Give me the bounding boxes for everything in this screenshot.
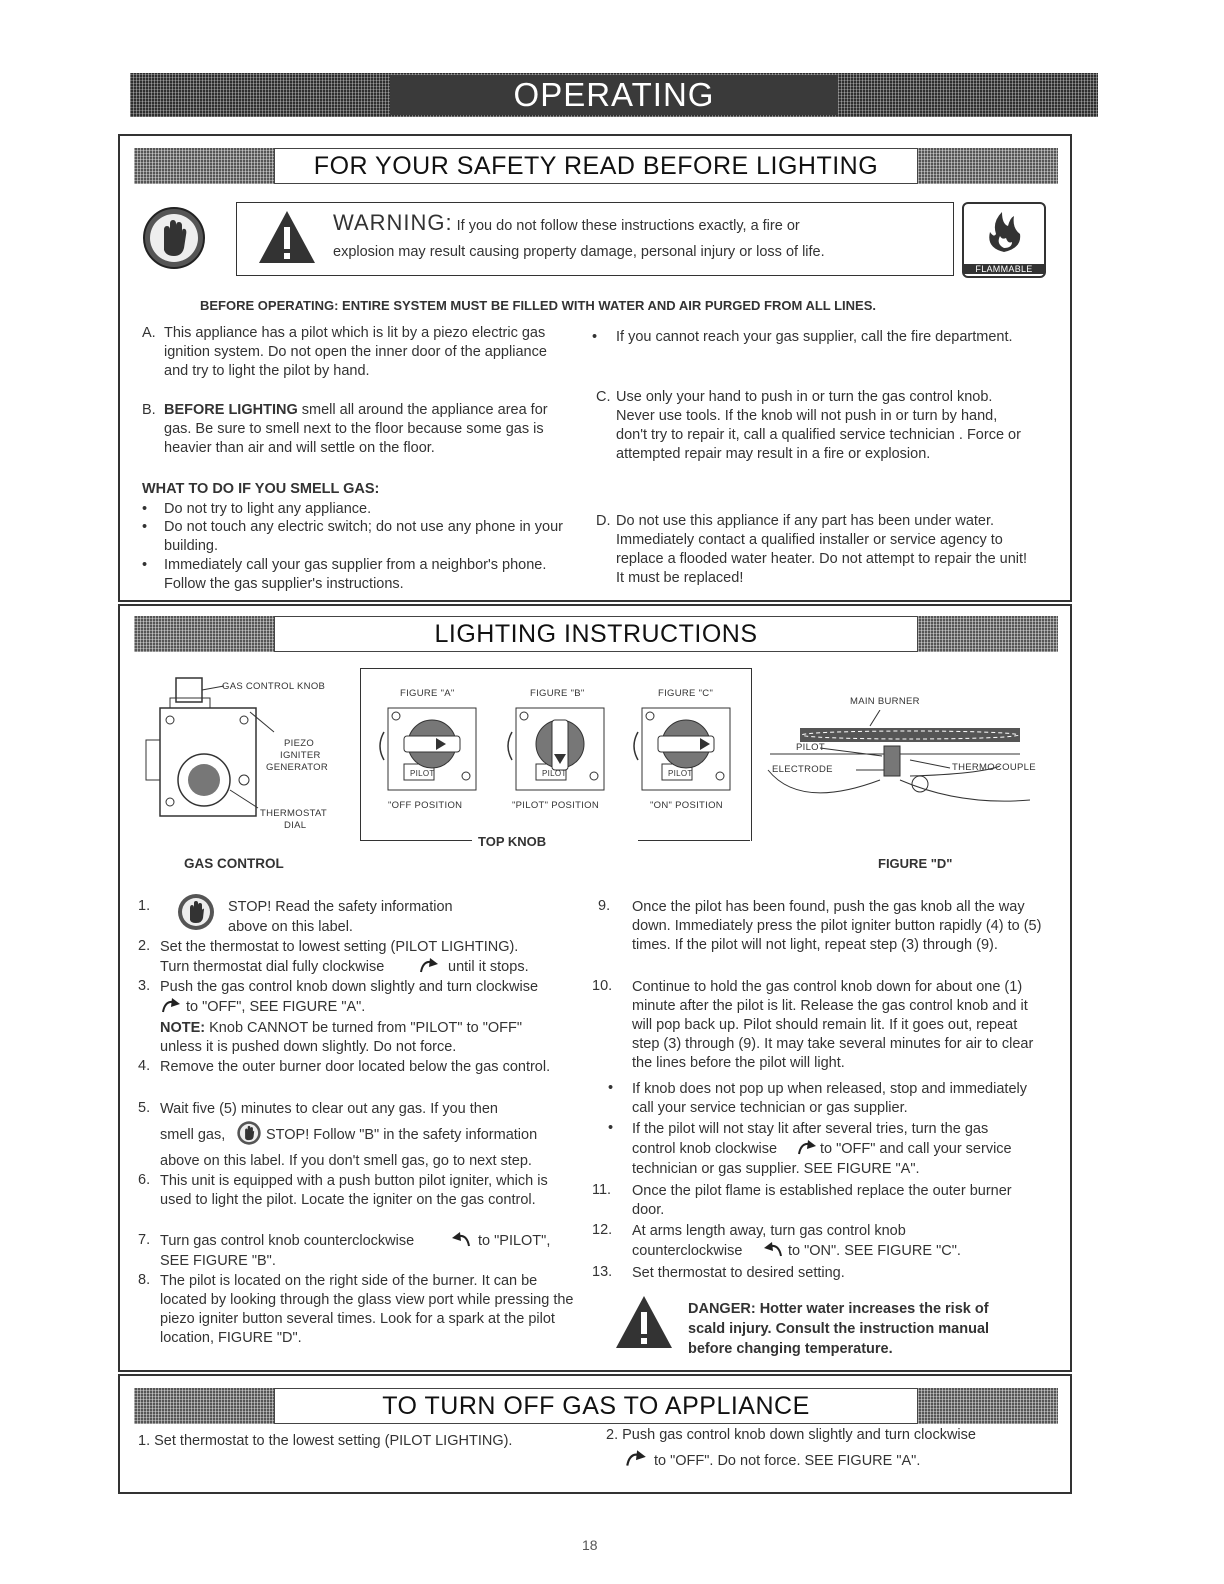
flammable-symbol: FLAMMABLE: [962, 202, 1046, 278]
warning-text: WARNING: If you do not follow these instructions exactly, a fire or: [333, 210, 800, 235]
stop-hand-icon: [236, 1120, 262, 1146]
counterclockwise-arrow-icon: [762, 1242, 784, 1258]
safety-section: FOR YOUR SAFETY READ BEFORE LIGHTING WARNING: If you do not follow these instructions exactly, a fire or explosion may result causing property damage, personal injury or loss of life. FLAMMABLE BEFORE OPERATING: ENTIRE SYSTEM MUST BE FILLED WITH WATER AND AIR PURGED FROM ALL LINES. A. This appliance has a pilot which is lit by a piezo electric gas ignition system. Do not open the inner door of the appliance and try to light the pilot by hand. B. BEFORE LIGHTING smell all around the appliance area for gas. Be sure to smell next to the floor because some gas is heavier than air and will settle on the floor. WHAT TO DO IF YOU SMELL GAS: • Do not try to light any appliance. • Do not touch any electric switch; do not use any phone in your building. • Immediately call your gas supplier from a neighbor's phone. Follow the gas supplier's instructions. • If you cannot reach your gas supplier, call the fire department. C. Use only your hand to push in or turn the gas control knob. Never use tools. If the knob will not push in or turn by hand, don't try to repair it, call a qualified service technician . Force or attempted repair may result in a fire or explosion. D. Do not use this appliance if any part has been under water. Immediately contact a qualified installer or service agency to replace a flooded water heater. Do not attempt to repair the unit! It must be replaced!: [118, 134, 1072, 602]
smell-item: Immediately call your gas supplier from a neighbor's phone. Follow the gas supplier's instructions.: [164, 557, 547, 592]
figure-d-caption: FIGURE "D": [878, 856, 953, 871]
item-b: BEFORE LIGHTING smell all around the appliance area for gas. Be sure to smell next to the floor because some gas is heavier than air and will settle on the floor.: [164, 402, 548, 456]
main-banner: [130, 73, 1098, 153]
top-knob-label: TOP KNOB: [478, 834, 547, 849]
clockwise-arrow-icon: [418, 958, 440, 974]
turnoff-step-1: 1. Set thermostat to the lowest setting (PILOT LIGHTING).: [138, 1433, 513, 1449]
page-title: OPERATING INSTRUCTIONS: [390, 75, 838, 115]
clockwise-arrow-icon: [160, 998, 182, 1014]
danger-triangle-icon: [614, 1294, 674, 1350]
safety-heading-bar: [134, 148, 1058, 184]
warning-triangle-icon: [257, 209, 317, 265]
turnoff-heading: TO TURN OFF GAS TO APPLIANCE: [274, 1388, 918, 1424]
turn-off-section: TO TURN OFF GAS TO APPLIANCE 1. Set thermostat to the lowest setting (PILOT LIGHTING). 2. Push gas control knob down slightly and turn clockwise to "OFF". Do not force. SEE FIGURE "A".: [118, 1374, 1072, 1494]
clockwise-arrow-icon: [796, 1140, 818, 1156]
gas-control-caption: GAS CONTROL: [184, 856, 284, 871]
item-a: This appliance has a pilot which is lit by a piezo electric gas ignition system. Do not open the inner door of the appliance and try to light the pilot by hand.: [164, 325, 547, 379]
flame-icon: [978, 208, 1030, 254]
warning-text-line2: explosion may result causing property damage, personal injury or loss of life.: [333, 244, 825, 260]
note: NOTE: Knob CANNOT be turned from "PILOT" to "OFF": [160, 1020, 522, 1036]
turnoff-step-2: 2. Push gas control knob down slightly and turn clockwise: [606, 1427, 976, 1443]
fire-dept: If you cannot reach your gas supplier, call the fire department.: [616, 329, 1013, 345]
before-operating: BEFORE OPERATING: ENTIRE SYSTEM MUST BE FILLED WITH WATER AND AIR PURGED FROM ALL LINES.: [200, 298, 876, 313]
stop-hand-icon: [142, 206, 206, 270]
knob-figure-c: [628, 702, 738, 792]
warning-box: [236, 202, 954, 276]
item-c: Use only your hand to push in or turn the gas control knob. Never use tools. If the knob will not push in or turn by hand, don't try to repair it, call a qualified service technician . Force or attempted repair may result in a fire or explosion.: [616, 389, 1021, 462]
main-burner-label: MAIN BURNER: [850, 696, 920, 707]
stop-hand-icon: [176, 892, 216, 932]
counterclockwise-arrow-icon: [450, 1232, 472, 1248]
item-d: Do not use this appliance if any part has been under water. Immediately contact a qualified installer or service agency to replace a flooded water heater. Do not attempt to repair the unit! It must be replaced!: [616, 513, 1028, 586]
page-number: 18: [582, 1537, 598, 1553]
clockwise-arrow-icon: [624, 1450, 648, 1468]
safety-heading: FOR YOUR SAFETY READ BEFORE LIGHTING: [274, 148, 918, 184]
smell-item: Do not touch any electric switch; do not use any phone in your building.: [164, 519, 563, 554]
lighting-section: LIGHTING INSTRUCTIONS GAS CONTROL KNOB PIEZO IGNITER GENERATOR THERMOSTAT DIAL GAS CONTROL TOP KNOB FIGURE "A" FIGURE "B" FIGURE "C" PILOT PILOT PILOT "OFF POSITION "PILOT" POSITION "ON" POSITION MAIN BURNER PILOT ELECTRODE THERMOCOUPLE FIGURE "D" 1. STOP! Read the safety information above on this label. 2. Set the thermostat to lowest setting (PILOT LIGHTING). Turn thermostat dial fully clockwise until it stops. 3. Push the gas control knob down slightly and turn clockwise to "OFF", SEE FIGURE "A". NOTE: Knob CANNOT be turned from "PILOT" to "OFF" unless it is pushed down slightly. Do not force. 4. Remove the outer burner door located below the gas control. 5. Wait five (5) minutes to clear out any gas. If you then smell gas, STOP! Follow "B" in the safety information above on this label. If you don't smell gas, go to next step. 6. This unit is equipped with a push button pilot igniter, which is used to light the pilot. Locate the igniter on the gas control. 7. Turn gas control knob counterclockwise to "PILOT", SEE FIGURE "B". 8. The pilot is located on the right side of the burner. It can be located by looking through the glass view port while pressing the piezo igniter button several times. Look for a spark at the pilot location, FIGURE "D". 9. Once the pilot has been found, push the gas knob all the way down. Immediately press the pilot igniter button rapidly (4) to (5) times. If the pilot will not light, repeat step (3) through (9). 10. Continue to hold the gas control knob down for about one (1) minute after the pilot is lit. Release the gas control knob and it will pop back up. Pilot should remain lit. If it goes out, repeat step (3) through (9). It may take several minutes for air to clear the lines before the pilot will light. • If knob does not pop up when released, stop and immediately call your service technician or gas supplier. • If the pilot will not stay lit after several tries, turn the gas control knob clockwise to "OFF" and call your service technician or gas supplier. SEE FIGURE "A". 11. Once the pilot flame is established replace the outer burner door. 12. At arms length away, turn gas control knob counterclockwise to "ON". SEE FIGURE "C". 13. Set thermostat to desired setting. DANGER: Hotter water increases the risk of scald injury. Consult the instruction manual before changing temperature.: [118, 604, 1072, 1372]
lighting-heading-bar: [134, 616, 1058, 652]
knob-figure-a: [374, 702, 484, 792]
gas-control-knob-label: GAS CONTROL KNOB: [222, 681, 326, 692]
turnoff-heading-bar: [134, 1388, 1058, 1424]
danger-text: DANGER: Hotter water increases the risk of: [688, 1301, 989, 1317]
lighting-heading: LIGHTING INSTRUCTIONS: [274, 616, 918, 652]
knob-figure-b: [502, 702, 612, 792]
smell-heading: WHAT TO DO IF YOU SMELL GAS:: [142, 481, 380, 497]
smell-item: Do not try to light any appliance.: [164, 501, 372, 517]
